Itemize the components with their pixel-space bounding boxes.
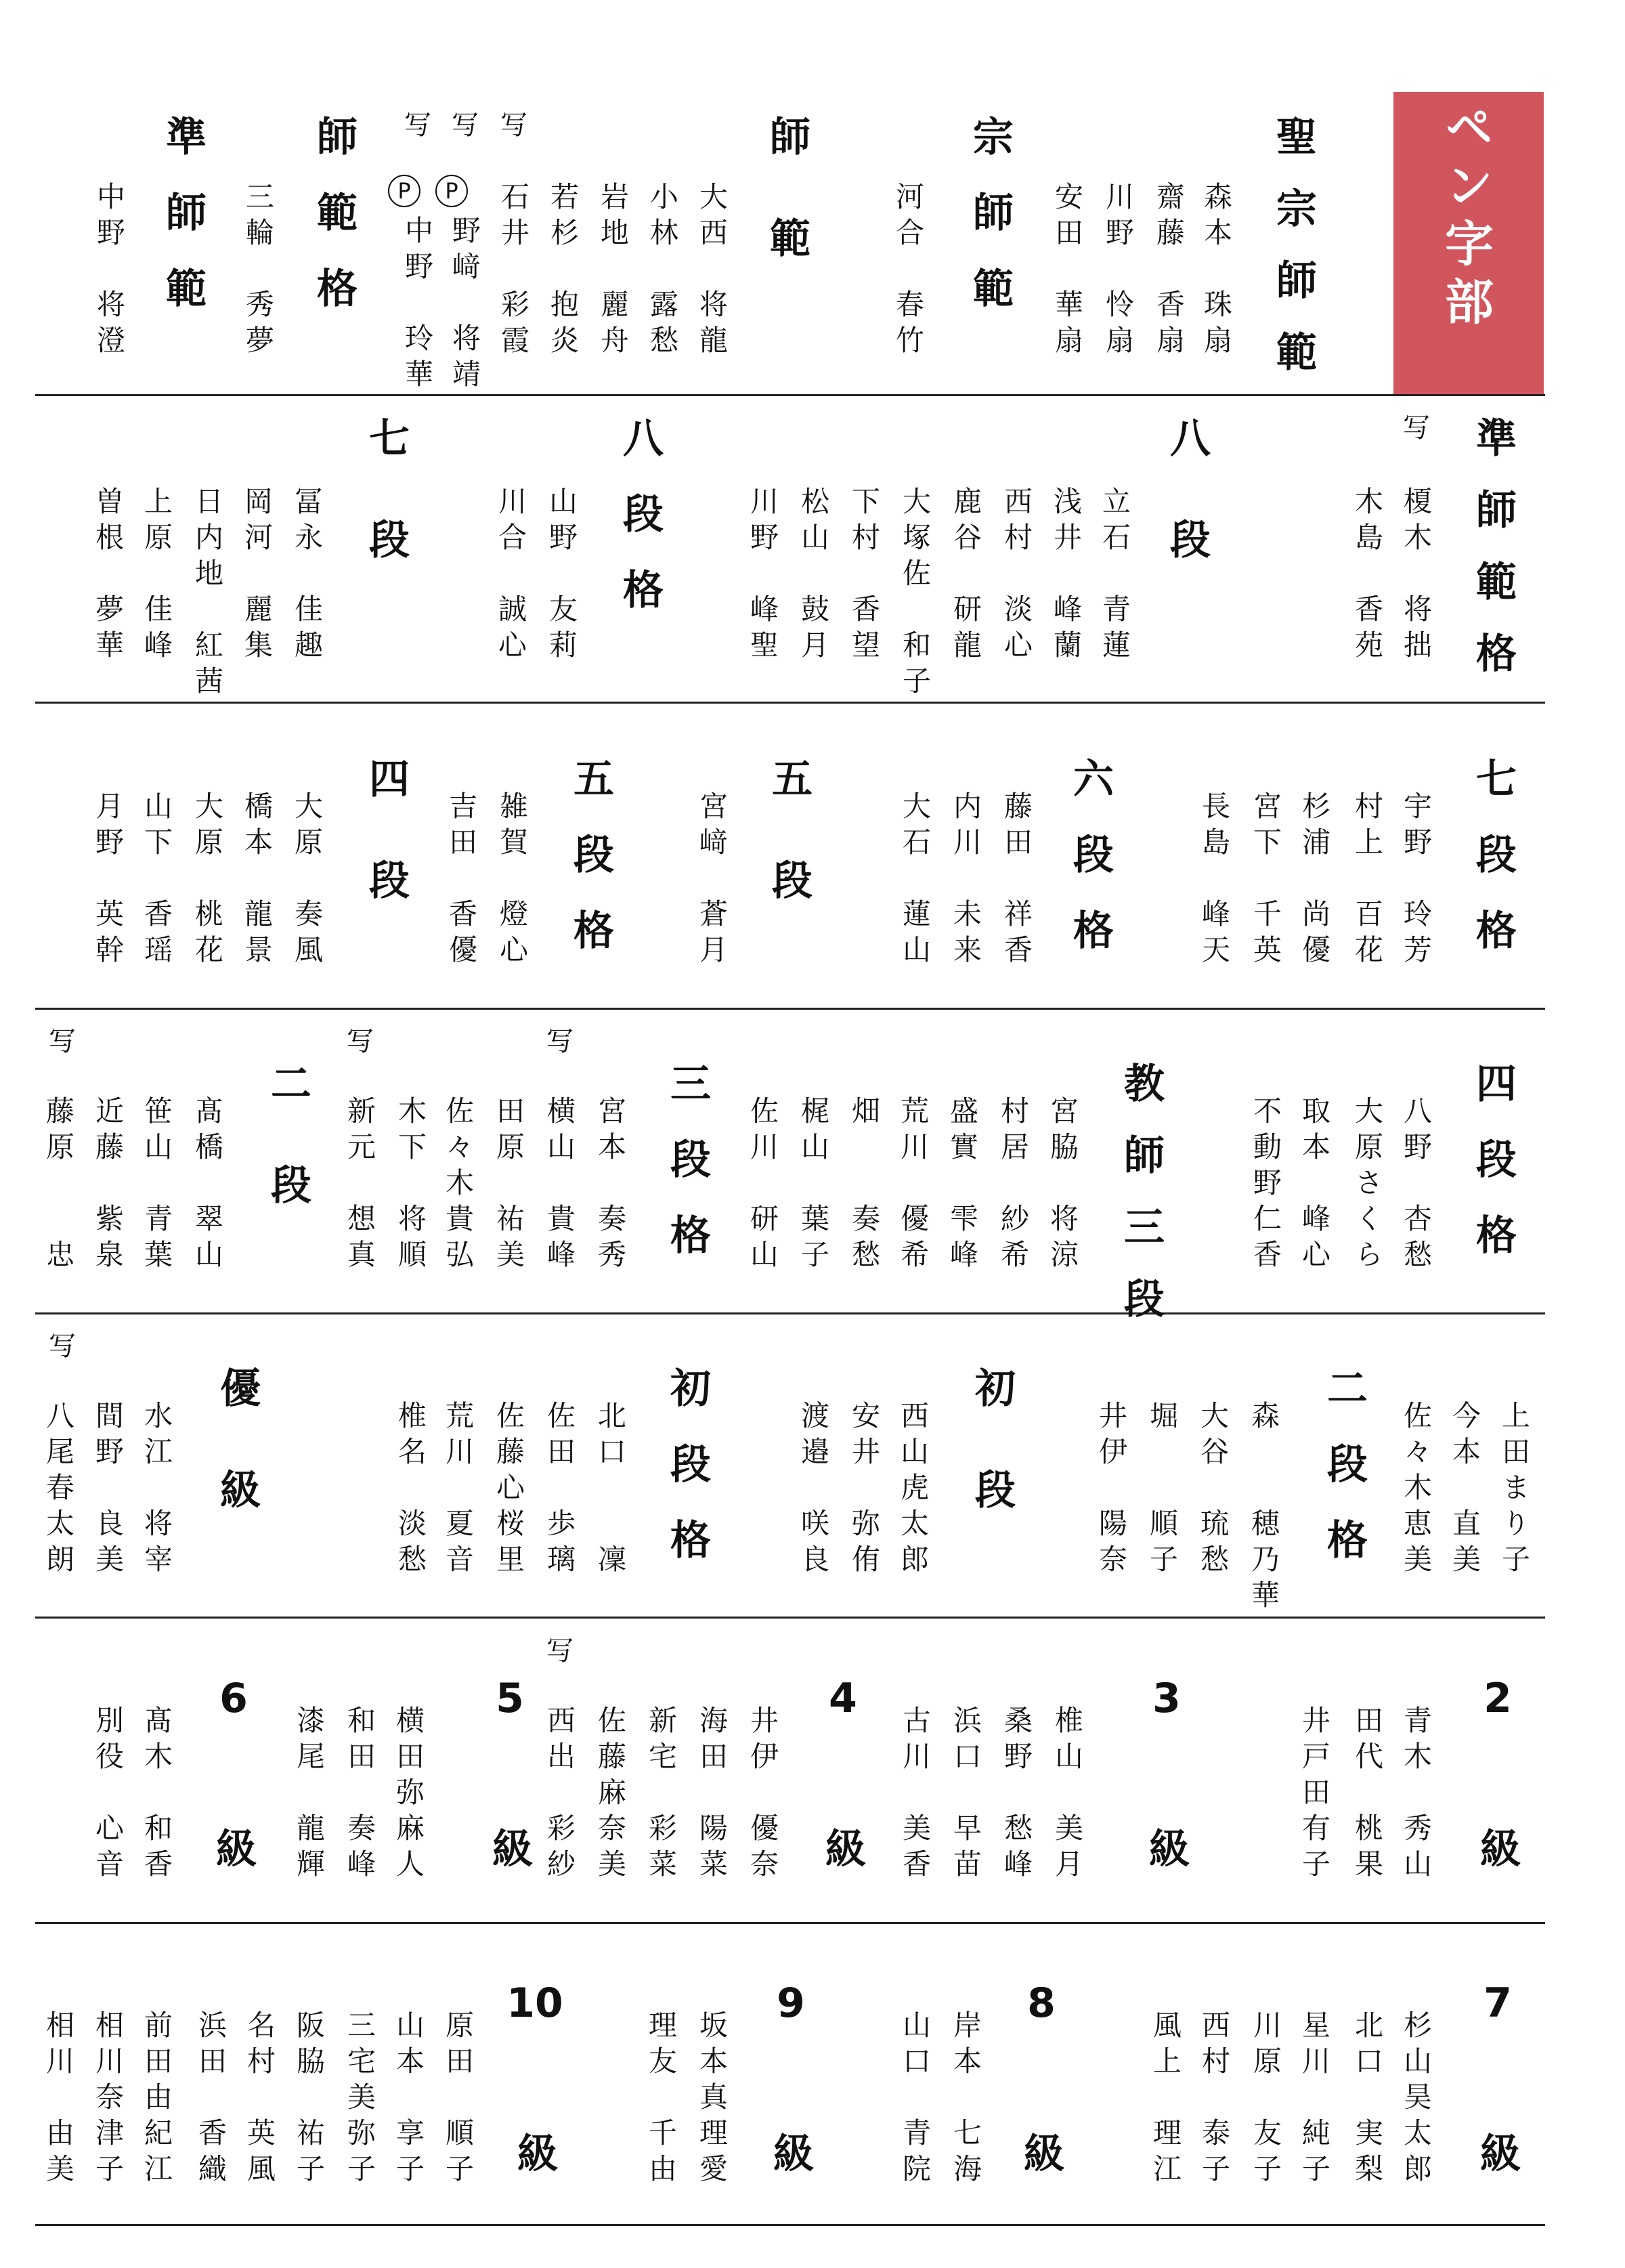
photo-mark: 写 <box>546 1026 573 1057</box>
rank-heading: 八段格 <box>616 416 664 644</box>
member-name: 北口 実梨 <box>1351 2010 1384 2189</box>
member-name: 相川 由美 <box>42 2010 75 2189</box>
rank-heading: 六段格 <box>1066 757 1114 985</box>
member-name: 川野 峰聖 <box>746 486 779 666</box>
member-name: 佐藤心桜里 <box>492 1400 525 1580</box>
member-name: 水江 将宰 <box>140 1400 173 1580</box>
grade-number: 4 <box>829 1675 857 1722</box>
member-name: 風上 理江 <box>1149 2010 1182 2189</box>
grade-number: 8 <box>1027 1980 1056 2027</box>
member-name: 森本 珠扇 <box>1200 181 1233 361</box>
member-name: 浜田 香織 <box>194 2010 228 2189</box>
member-name: 橋本 龍景 <box>240 791 274 970</box>
member-name: 佐田 歩璃 <box>543 1400 576 1580</box>
member-name: 杉浦 尚優 <box>1298 791 1331 970</box>
grade-number: 9 <box>777 1980 805 2027</box>
grade-suffix: 級 <box>1473 1827 1521 1868</box>
member-name: 宮﨑 蒼月 <box>695 791 729 970</box>
photo-mark: 写 <box>452 110 479 141</box>
grade-suffix: 級 <box>485 1827 533 1868</box>
member-name: 田代 桃果 <box>1351 1705 1384 1885</box>
photo-mark: 写 <box>546 1635 573 1667</box>
grade-number: 7 <box>1483 1980 1512 2027</box>
member-name: 小林 露愁 <box>646 181 679 361</box>
rank-heading: 師範 <box>763 115 810 318</box>
member-name: 坂本真理愛 <box>695 2010 729 2189</box>
member-name: 今本 直美 <box>1448 1400 1481 1580</box>
member-name: 佐々木貴弘 <box>441 1096 475 1275</box>
member-name: 岡河 麗集 <box>240 486 274 666</box>
member-name: 岸本 七海 <box>949 2010 982 2189</box>
member-name: 阪脇 祐子 <box>292 2010 326 2189</box>
member-name: 西村 淡心 <box>1000 486 1033 666</box>
member-name: 藤田 祥香 <box>1000 791 1033 970</box>
grade-suffix: 級 <box>1473 2132 1521 2173</box>
member-name: 宮本 奏秀 <box>594 1096 627 1275</box>
grade-suffix: 級 <box>209 1827 257 1868</box>
member-name: 雑賀 燈心 <box>496 791 529 970</box>
photo-mark: 写 <box>49 1331 76 1362</box>
grade-number: 2 <box>1483 1675 1512 1722</box>
p-mark: P <box>435 175 468 207</box>
member-name: 佐川 研山 <box>746 1096 779 1275</box>
member-name: 近藤 紫泉 <box>91 1096 125 1275</box>
member-name: 若杉 抱炎 <box>546 181 580 361</box>
rank-heading: 優級 <box>213 1367 261 1570</box>
member-name: 大原 桃花 <box>191 791 224 970</box>
rank-heading: 師範格 <box>310 115 358 343</box>
member-name: 大原さくら <box>1351 1096 1384 1275</box>
member-name: 曽根 夢華 <box>91 486 125 666</box>
member-name: 漆尾 龍輝 <box>292 1705 326 1885</box>
member-name: 佐藤麻奈美 <box>594 1705 627 1885</box>
photo-mark: 写 <box>1403 412 1430 444</box>
member-name: 西山虎太郎 <box>896 1400 930 1580</box>
member-name: 桑野 愁峰 <box>1000 1705 1033 1885</box>
member-name: 川原 友子 <box>1249 2010 1282 2189</box>
member-name: 荒川 夏音 <box>441 1400 475 1580</box>
member-name: 木島 香苑 <box>1351 486 1384 666</box>
member-name: 新宅 彩菜 <box>645 1705 678 1885</box>
member-name: 取本 峰心 <box>1298 1096 1331 1275</box>
member-name: 中野 玲華 <box>401 215 434 395</box>
member-name: 大西 将龍 <box>695 181 729 361</box>
rank-heading: 五段 <box>765 757 812 960</box>
member-name: 山口 青院 <box>898 2010 932 2189</box>
member-name: 日内地 紅茜 <box>191 486 224 702</box>
member-name: 内川 未来 <box>949 791 982 970</box>
member-name: 原田 順子 <box>441 2010 475 2189</box>
divider <box>35 394 1545 396</box>
divider <box>35 1922 1545 1924</box>
rank-heading: 聖宗師範 <box>1270 115 1317 402</box>
member-name: 浜口 早苗 <box>949 1705 982 1885</box>
member-name: 横田弥麻人 <box>392 1705 425 1885</box>
member-name: 井伊 陽奈 <box>1095 1400 1128 1580</box>
member-name: 古川 美香 <box>898 1705 932 1885</box>
grade-suffix: 級 <box>511 2132 558 2173</box>
member-name: 宮下 千英 <box>1249 791 1282 970</box>
member-name: 安井 弥侑 <box>848 1400 881 1580</box>
member-name: 上原 佳峰 <box>140 486 173 666</box>
grade-suffix: 級 <box>1142 1827 1190 1868</box>
rank-heading: 四段 <box>362 757 410 960</box>
member-name: 畑 奏愁 <box>848 1096 881 1275</box>
member-name: 浅井 峰蘭 <box>1049 486 1083 666</box>
member-name: 海田 陽菜 <box>695 1705 729 1885</box>
rank-heading: 七段格 <box>1469 757 1517 985</box>
member-name: 杉山昊太郎 <box>1400 2010 1433 2189</box>
member-name: 石井 彩霞 <box>497 181 530 361</box>
member-name: 村上 百花 <box>1351 791 1384 970</box>
member-name: 八野 杏愁 <box>1400 1096 1433 1275</box>
photo-mark: 写 <box>500 110 527 141</box>
member-name: 上田まり子 <box>1498 1400 1531 1580</box>
section-title: ペン字部 <box>1437 102 1494 335</box>
photo-mark: 写 <box>347 1026 374 1057</box>
member-name: 冨永 佳趣 <box>290 486 324 666</box>
rank-heading: 二段格 <box>1320 1367 1368 1594</box>
member-name: 中野 将澄 <box>93 181 126 361</box>
rank-heading: 七段 <box>362 416 410 620</box>
member-name: 不動野仁香 <box>1249 1096 1282 1275</box>
member-name: 北口 凜 <box>594 1400 627 1580</box>
rank-heading: 準師範 <box>159 115 207 343</box>
member-name: 下村 香望 <box>848 486 881 666</box>
member-name: 青木 秀山 <box>1400 1705 1433 1885</box>
grade-number: 5 <box>496 1675 524 1722</box>
member-name: 相川奈津子 <box>91 2010 125 2189</box>
member-name: 川合 誠心 <box>494 486 527 666</box>
member-name: 吉田 香優 <box>445 791 478 970</box>
member-name: 井伊 優奈 <box>746 1705 779 1885</box>
grade-suffix: 級 <box>766 2132 814 2173</box>
member-name: 安田 華扇 <box>1051 181 1084 361</box>
rank-heading: 初段格 <box>664 1367 711 1594</box>
rank-heading: 五段格 <box>567 757 614 985</box>
member-name: 宮脇 将涼 <box>1046 1096 1079 1275</box>
member-name: 和田 奏峰 <box>343 1705 376 1885</box>
member-name: 村居 紗希 <box>997 1096 1030 1275</box>
member-name: 佐々木恵美 <box>1400 1400 1433 1580</box>
member-name: 森 穂乃華 <box>1247 1400 1280 1616</box>
grade-suffix: 級 <box>1017 2132 1064 2173</box>
member-name: 前田由紀江 <box>140 2010 173 2189</box>
member-name: 三宅美弥子 <box>343 2010 376 2189</box>
member-name: 山下 香瑶 <box>140 791 173 970</box>
photo-mark: 写 <box>404 110 431 141</box>
member-name: 藤原 忠 <box>42 1096 75 1275</box>
member-name: 野﨑 将靖 <box>448 215 481 395</box>
divider <box>35 1617 1545 1619</box>
member-name: 齋藤 香扇 <box>1152 181 1186 361</box>
divider <box>35 2224 1545 2226</box>
member-name: 大塚佐 和子 <box>898 486 932 702</box>
grade-number: 3 <box>1152 1675 1181 1722</box>
photo-mark: 写 <box>49 1026 76 1057</box>
member-name: 堀 順子 <box>1146 1400 1179 1580</box>
member-name: 髙木 和香 <box>140 1705 173 1885</box>
member-name: 三輪 秀夢 <box>242 181 275 361</box>
rank-heading: 宗師範 <box>966 115 1014 343</box>
member-name: 渡邉 咲良 <box>797 1400 830 1580</box>
member-name: 長島 峰天 <box>1198 791 1231 970</box>
member-name: 西出 彩紗 <box>543 1705 576 1885</box>
member-name: 河合 春竹 <box>892 181 925 361</box>
member-name: 月野 英幹 <box>91 791 125 970</box>
member-name: 岩地 麗舟 <box>597 181 630 361</box>
grade-suffix: 級 <box>819 1827 866 1868</box>
member-name: 木下 将順 <box>394 1096 427 1275</box>
rank-heading: 教師三段 <box>1117 1062 1165 1349</box>
divider <box>35 1312 1545 1314</box>
member-name: 山本 享子 <box>392 2010 425 2189</box>
member-name: 横山 貴峰 <box>543 1096 576 1275</box>
member-name: 名村 英風 <box>243 2010 276 2189</box>
rank-heading: 二段 <box>264 1062 311 1265</box>
grade-number: 10 <box>506 1980 563 2027</box>
member-name: 榎木 将拙 <box>1400 486 1433 666</box>
rank-heading: 八段 <box>1163 416 1211 620</box>
rank-heading: 初段 <box>968 1367 1016 1570</box>
member-name: 川野 怜扇 <box>1102 181 1135 361</box>
rank-heading: 四段格 <box>1469 1062 1517 1289</box>
member-name: 大原 奏風 <box>290 791 324 970</box>
member-name: 大石 蓮山 <box>898 791 932 970</box>
member-name: 鹿谷 研龍 <box>949 486 982 666</box>
rank-heading: 準師範格 <box>1469 416 1517 704</box>
p-mark: P <box>388 175 420 207</box>
member-name: 山野 友莉 <box>545 486 578 666</box>
member-name: 田原 祐美 <box>492 1096 525 1275</box>
grade-number: 6 <box>219 1675 248 1722</box>
rank-heading: 三段格 <box>664 1062 711 1289</box>
member-name: 新元 想真 <box>343 1096 376 1275</box>
member-name: 西村 泰子 <box>1198 2010 1231 2189</box>
member-name: 間野 良美 <box>91 1400 125 1580</box>
member-name: 椎山 美月 <box>1051 1705 1084 1885</box>
member-name: 立石 青蓮 <box>1098 486 1131 666</box>
divider <box>35 1008 1545 1010</box>
member-name: 松山 鼓月 <box>797 486 830 666</box>
member-name: 八尾春太朗 <box>42 1400 75 1580</box>
member-name: 髙橋 翠山 <box>191 1096 224 1275</box>
member-name: 星川 純子 <box>1298 2010 1331 2189</box>
member-name: 別役 心音 <box>91 1705 125 1885</box>
divider <box>35 702 1545 704</box>
member-name: 荒川 優希 <box>896 1096 930 1275</box>
member-name: 井戸田有子 <box>1298 1705 1331 1885</box>
member-name: 椎名 淡愁 <box>394 1400 427 1580</box>
member-name: 宇野 玲芳 <box>1400 791 1433 970</box>
member-name: 大谷 琉愁 <box>1196 1400 1230 1580</box>
member-name: 盛實 雫峰 <box>946 1096 979 1275</box>
member-name: 理友 千由 <box>645 2010 678 2189</box>
member-name: 梶山 葉子 <box>797 1096 830 1275</box>
member-name: 笹山 青葉 <box>140 1096 173 1275</box>
